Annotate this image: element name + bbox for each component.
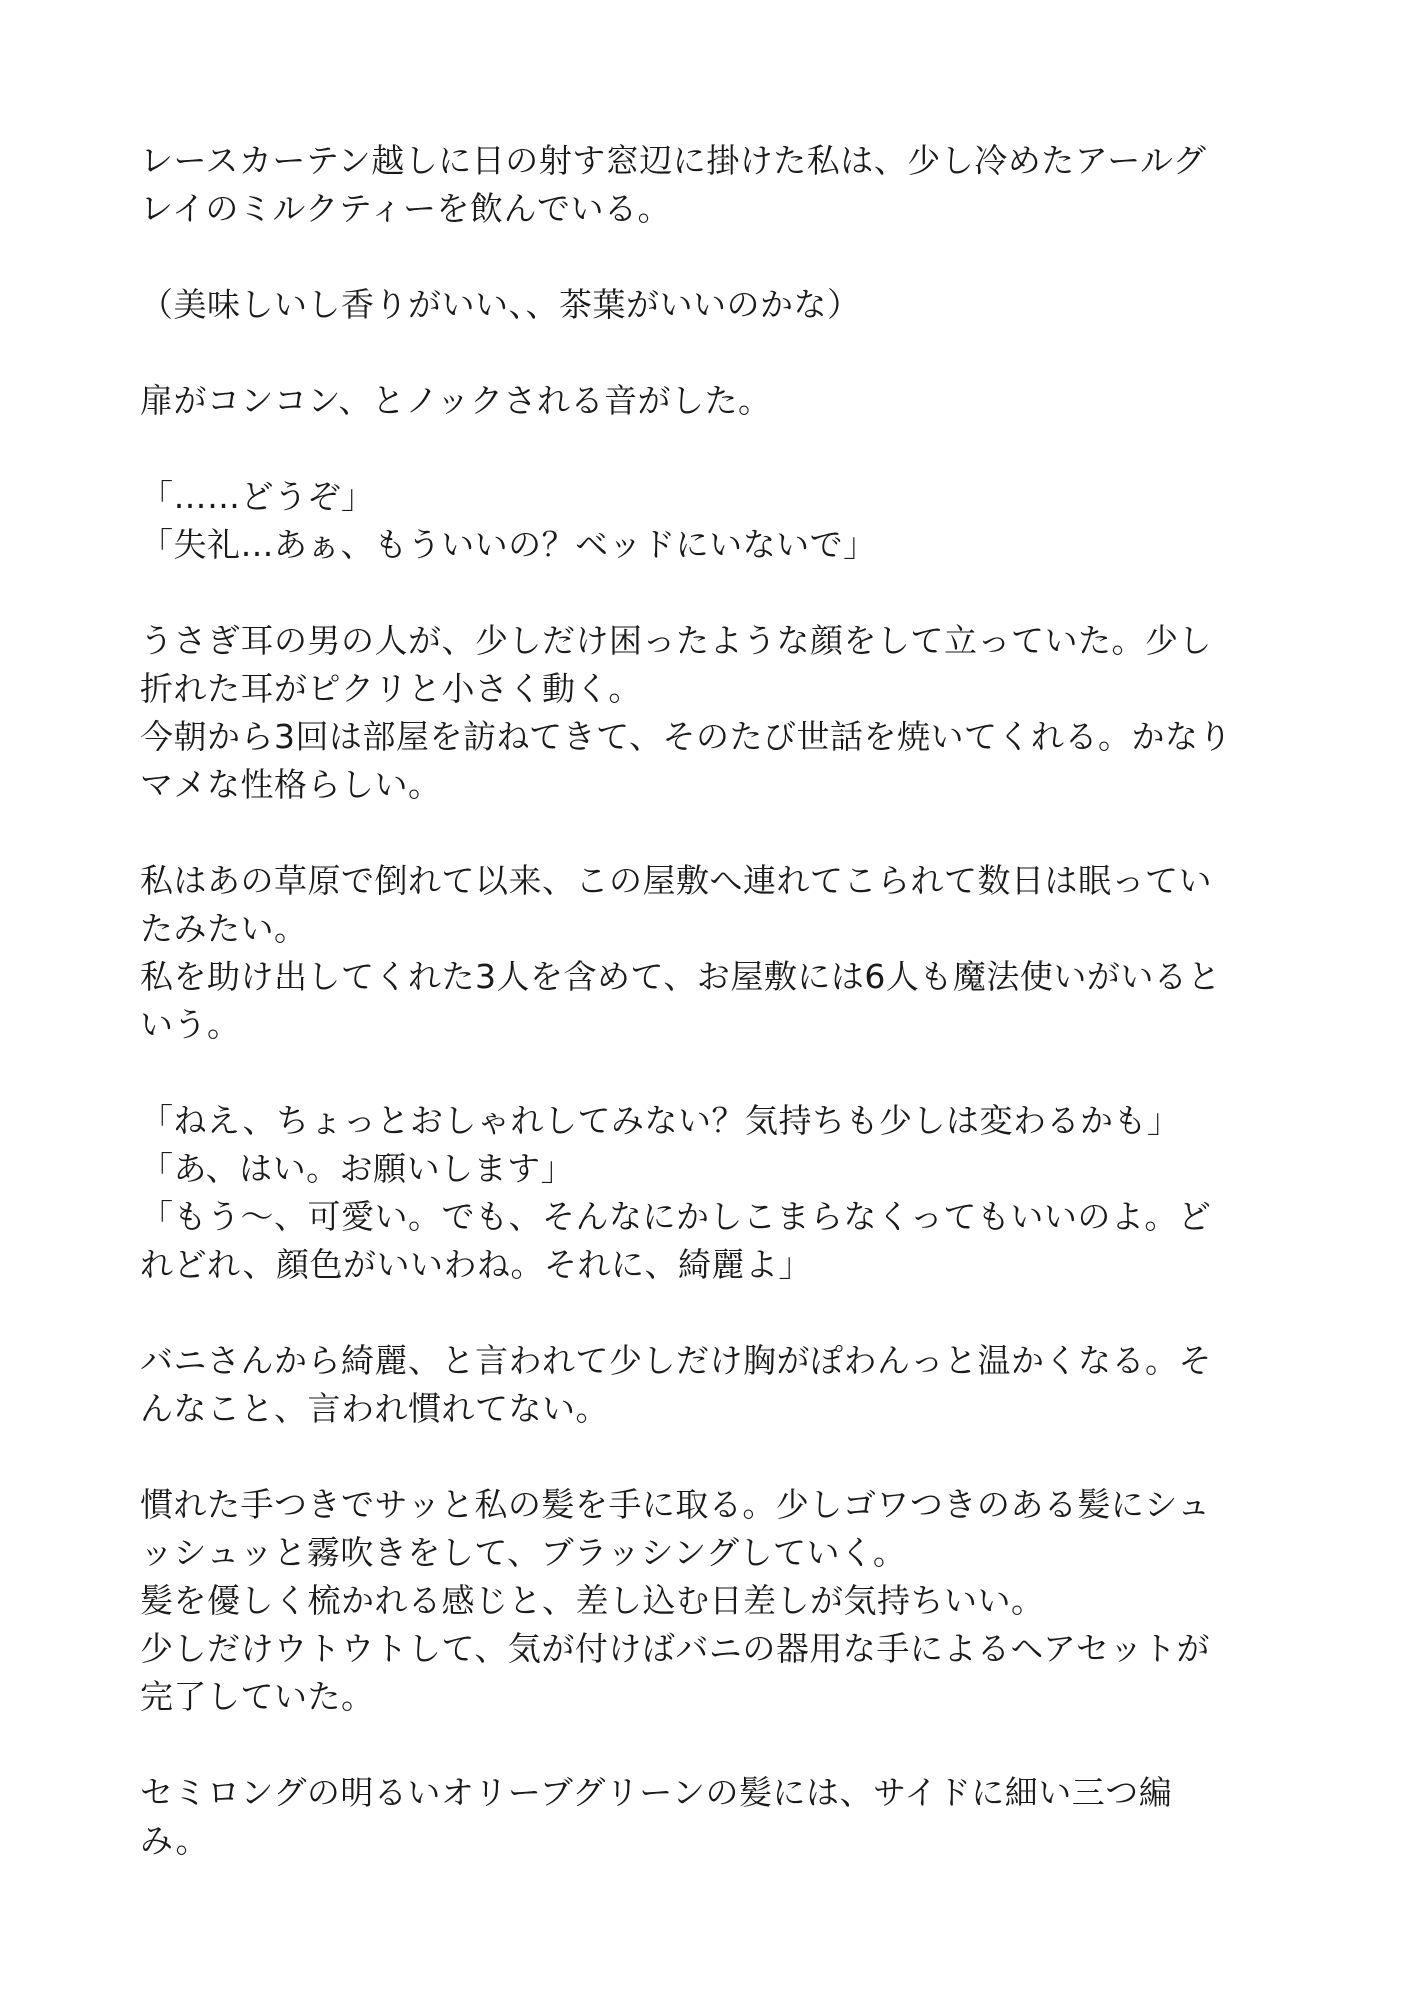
blank-line — [140, 1433, 1290, 1481]
blank-line — [140, 1049, 1290, 1097]
blank-line — [140, 233, 1290, 281]
blank-line — [140, 809, 1290, 857]
text-line: セミロングの明るいオリーブグリーンの髪には、サイドに細い三つ編 — [140, 1773, 1173, 1812]
text-line: 今朝から3回は部屋を訪ねてきて、そのたび世話を焼いてくれる。かなり — [140, 717, 1233, 756]
dialogue-line: 「失礼…あぁ、もういいの？ベッドにいないで」 — [140, 525, 877, 564]
dialogue-line: れどれ、顔色がいいわね。それに、綺麗よ」 — [140, 1245, 812, 1284]
text-line: ッシュッと霧吹きをして、ブラッシングしていく。 — [140, 1533, 907, 1572]
blank-line — [140, 329, 1290, 377]
text-line: マメな性格らしい。 — [140, 765, 442, 804]
text-line: 私はあの草原で倒れて以来、この屋敷へ連れてこられて数日は眠ってい — [140, 861, 1212, 900]
dialogue-line: 「……どうぞ」 — [140, 477, 375, 516]
blank-line — [140, 1721, 1290, 1769]
blank-line — [140, 569, 1290, 617]
text-line: レースカーテン越しに日の射す窓辺に掛けた私は、少し冷めたアールグ — [140, 141, 1207, 180]
dialogue-line: 「ねえ、ちょっとおしゃれしてみない？気持ちも少しは変わるかも」 — [140, 1101, 1181, 1140]
text-line: レイのミルクティーを飲んでいる。 — [140, 189, 672, 228]
text-line: 慣れた手つきでサッと私の髪を手に取る。少しゴワつきのある髪にシュ — [140, 1485, 1211, 1524]
text-line: （美味しいし香りがいい、、茶葉がいいのかな） — [140, 285, 861, 324]
text-line: 私を助け出してくれた3人を含めて、お屋敷には6人も魔法使いがいると — [140, 957, 1221, 996]
text-line: うさぎ耳の男の人が、少しだけ困ったような顔をして立っていた。少し — [140, 621, 1212, 660]
text-line: んなこと、言われ慣れてない。 — [140, 1389, 609, 1428]
text-line: 髪を優しく梳かれる感じと、差し込む日差しが気持ちいい。 — [140, 1581, 1045, 1620]
body-text — [140, 137, 1290, 1865]
text-line: いう。 — [140, 1005, 241, 1044]
text-line: 少しだけウトウトして、気が付けばバニの器用な手によるヘアセットが — [140, 1629, 1211, 1668]
text-line: 折れた耳がピクリと小さく動く。 — [140, 669, 642, 708]
text-line: み。 — [140, 1821, 209, 1860]
text-line: 扉がコンコン、とノックされる音がした。 — [140, 381, 772, 420]
blank-line — [140, 425, 1290, 473]
text-line: たみたい。 — [140, 909, 308, 948]
text-line: 完了していた。 — [140, 1677, 375, 1716]
dialogue-line: 「もう〜、可愛い。でも、そんなにかしこまらなくってもいいのよ。ど — [140, 1197, 1212, 1236]
blank-line — [140, 1289, 1290, 1337]
text-line: バニさんから綺麗、と言われて少しだけ胸がぽわんっと温かくなる。そ — [140, 1341, 1212, 1380]
dialogue-line: 「あ、はい。お願いします」 — [140, 1149, 575, 1188]
